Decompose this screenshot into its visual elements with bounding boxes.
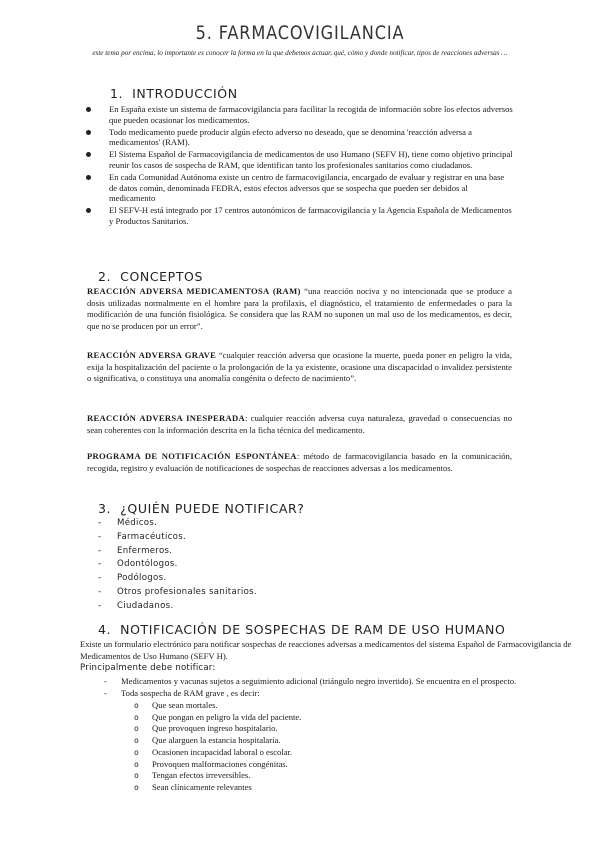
concept-term: REACCIÓN ADVERSA GRAVE	[87, 350, 217, 360]
list-item: Todo medicamento puede producir algún efecto adverso no deseado, que se denomina 'reacción adversa a medicamentos' (RAM).	[80, 127, 514, 148]
section-heading-conceptos	[98, 269, 203, 284]
list-item: o Que sean mortales.	[134, 700, 534, 712]
section-title: ¿QUIÉN PUEDE NOTIFICAR?	[120, 501, 305, 516]
document-title: 5. FARMACOVIGILANCIA	[195, 22, 405, 44]
notifiers-list	[98, 517, 398, 614]
list-item: - Otros profesionales sanitarios.	[98, 586, 398, 600]
concept-programa	[87, 451, 512, 474]
section-number: 3.	[98, 501, 112, 516]
list-item: - Médicos.	[98, 517, 398, 531]
section-heading-notificacion	[98, 622, 505, 637]
serious-ram-criteria-list	[134, 700, 534, 794]
notification-intro: Existe un formulario electrónico para notificar sospechas de reacciones adversas a medicamentos del sistema Español de Farmacovigilancia de Medicamentos de Uso Humano (SEFV H).	[80, 639, 572, 661]
list-item: o Ocasionen incapacidad laboral o escolar.	[134, 747, 534, 759]
list-item: o Que alarguen la estancia hospitalaria.	[134, 735, 534, 747]
notification-lead: Principalmente debe notificar:	[80, 663, 216, 673]
list-item: En España existe un sistema de farmacovigilancia para facilitar la recogida de información sobre los efectos adversos que pueden ocasionar los medicamentos.	[80, 104, 514, 125]
section-title: NOTIFICACIÓN DE SOSPECHAS DE RAM DE USO HUMANO	[120, 622, 506, 637]
list-item: - Farmacéuticos.	[98, 531, 398, 545]
concept-definition: “una reacción nociva y no intencionada que se produce a dosis utilizadas normalmente en el hombre para la profilaxis, el diagnóstico, el tratamiento de enfermedades o para la modificación de una función fisiológica. Se considera que las RAM no suponen un mal uso de los medicamentos, es decir, que no se producen por un error”.	[87, 286, 512, 331]
section-heading-quien-puede-notificar	[98, 501, 305, 516]
concept-inesperada	[87, 413, 512, 436]
list-item: o Que pongan en peligro la vida del paciente.	[134, 712, 534, 724]
list-item: o Tengan efectos irreversibles.	[134, 770, 534, 782]
list-item: El SEFV-H está integrado por 17 centros autonómicos de farmacovigilancia y la Agencia Española de Medicamentos y Productos Sanitarios.	[80, 205, 514, 226]
section-heading-introduccion	[110, 86, 238, 101]
list-item: o Sean clínicamente relevantes	[134, 782, 534, 794]
list-item: o Que provoquen ingreso hospitalario.	[134, 723, 534, 735]
concept-term: REACCIÓN ADVERSA INESPERADA	[87, 413, 246, 423]
concept-term: PROGRAMA DE NOTIFICACIÓN ESPONTÁNEA	[87, 451, 297, 461]
list-item: - Podólogos.	[98, 572, 398, 586]
concept-ram	[87, 286, 512, 332]
list-item: En cada Comunidad Autónoma existe un centro de farmacovigilancia, encargado de evaluar y registrar en una base de datos común, denominada FEDRA, estos efectos adversos que se sospecha que pueden ser debidos al medicamento	[80, 172, 514, 204]
list-item: o Provoquen malformaciones congénitas.	[134, 759, 534, 771]
list-item: - Toda sospecha de RAM grave , es decir:	[104, 688, 594, 700]
concept-term: REACCIÓN ADVERSA MEDICAMENTOSA (RAM)	[87, 286, 301, 296]
document-subtitle: este tema por encima, lo importante es conocer la forma en la que debemos actuar, qué, cómo y donde notificar, tipos de reacciones adversas …	[92, 49, 508, 57]
list-item: - Medicamentos y vacunas sujetos a seguimiento adicional (triángulo negro invertido). Se encuentra en el prospecto.	[104, 676, 594, 688]
list-item: El Sistema Español de Farmacovigilancia de medicamentos de uso Humano (SEFV H), tiene como objetivo principal reunir los casos de sospecha de RAM, que identifican tanto los profesionales sanitarios como ciudadanos.	[80, 149, 514, 170]
list-item: - Enfermeros.	[98, 545, 398, 559]
notification-list	[104, 676, 594, 699]
concept-definition: “cualquier reacción adversa que ocasione la muerte, pueda poner en peligro la vida, exija la hospitalización del paciente o la prolongación de la ya existente, ocasione una discapacidad o invalidez persistente o significativa, o constituya una anomalía congénita o defecto de nacimiento”.	[87, 350, 512, 383]
section-number: 2.	[98, 269, 112, 284]
section-number: 4.	[98, 622, 112, 637]
section-title: CONCEPTOS	[120, 269, 204, 284]
section-title: INTRODUCCIÓN	[132, 86, 238, 101]
concept-definition: : método de farmacovigilancia basado en la comunicación, recogida, registro y evaluación de notificaciones de sospechas de reacciones adversas a los medicamentos.	[87, 451, 512, 473]
list-item: - Ciudadanos.	[98, 600, 398, 614]
section-number: 1.	[110, 86, 124, 101]
concept-definition: : cualquier reacción adversa cuya naturaleza, gravedad o consecuencias no sean coherentes con la información descrita en la ficha técnica del medicamento.	[87, 413, 512, 435]
intro-bullet-list	[80, 104, 514, 228]
concept-grave	[87, 350, 512, 385]
list-item: - Odontólogos.	[98, 558, 398, 572]
